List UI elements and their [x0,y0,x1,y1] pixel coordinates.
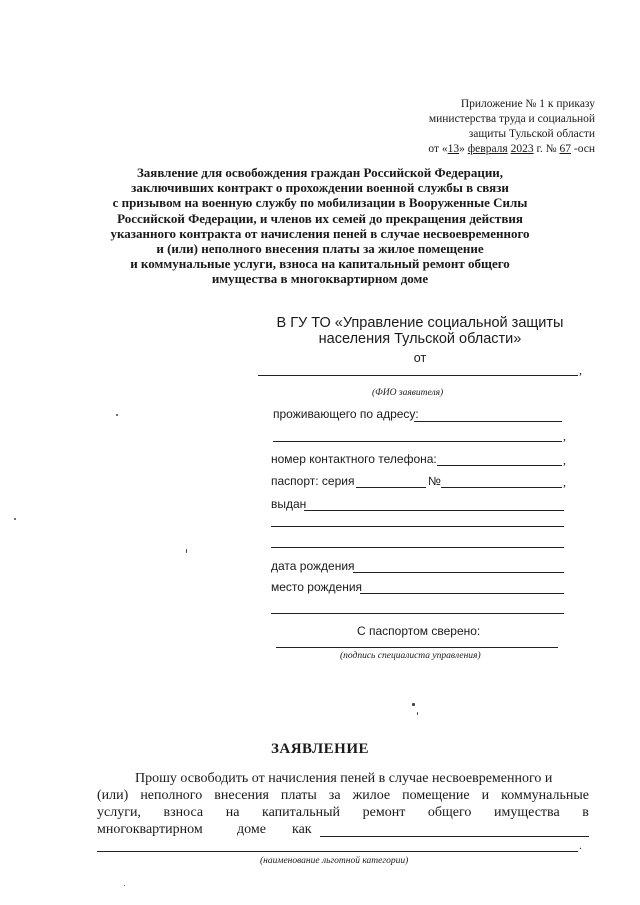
title-line: и (или) неполного внесения платы за жилое помещение [156,241,484,257]
statement-line-4-word-3: как [292,822,312,837]
date-mid: » [459,143,468,155]
statement-line-4-word-1: многоквартирном [97,822,203,837]
comma: , [563,475,566,489]
birth-place-field-2[interactable] [271,613,564,614]
word: ремонт [362,805,406,820]
number-suffix: -осн [571,143,595,155]
recipient-line-1: В ГУ ТО «Управление социальной защиты [276,315,564,331]
number-prefix: г. № [533,143,560,155]
issued-field-3[interactable] [271,547,564,548]
birth-date-field[interactable] [353,572,564,573]
passport-series-field[interactable] [356,487,426,488]
fio-caption: (ФИО заявителя) [372,388,444,398]
scan-speck [417,712,418,715]
comma: , [563,453,566,467]
title-line: и коммунальные услуги, взноса на капитальный ремонт общего [130,256,510,272]
applicant-name-field[interactable] [258,375,578,376]
annex-line-2: министерства труда и социальной [428,113,595,125]
phone-label: номер контактного телефона: [271,452,437,466]
category-field-1[interactable] [320,836,589,837]
scan-speck [14,518,16,520]
birth-place-label: место рождения [271,580,363,594]
scan-speck [124,885,125,886]
scan-speck [412,703,415,706]
title-line: заключивших контракт о прохождении военной службы в связи [131,180,509,196]
passport-number-label: № [428,474,441,488]
category-caption: (наименование льготной категории) [260,856,409,866]
word: имущества [494,805,560,820]
order-month: февраля [467,143,508,155]
recipient-line-2: населения Тульской области» [318,331,522,347]
comma: , [579,363,582,377]
order-day: 13 [447,143,460,155]
recipient-block [250,315,590,347]
annex-order-date [335,142,595,157]
statement-line-3 [97,805,589,821]
word: капитальный [262,805,341,820]
statement-line-1: Прошу освободить от начисления пеней в случае несвоевременного и [135,771,553,786]
passport-series-label: паспорт: серия [271,474,355,488]
birth-date-label: дата рождения [271,559,355,573]
statement-line-2: (или) неполного внесения платы за жилое помещение и коммунальные [97,788,589,803]
from-label: от [413,351,427,365]
document-title [80,165,560,287]
statement-heading: ЗАЯВЛЕНИЕ [270,741,370,757]
order-year: 2023 [510,143,534,155]
birth-place-field[interactable] [360,593,564,594]
issued-field-2[interactable] [271,526,564,527]
address-label: проживающего по адресу: [273,407,419,421]
passport-verified-label: С паспортом сверено: [357,624,481,638]
annex-line-3: защиты Тульской области [468,128,595,140]
order-number: 67 [559,143,571,155]
annex-block [335,97,595,157]
scan-speck [186,549,187,553]
title-line: указанного контракта от начисления пеней в случае несвоевременного [110,225,530,241]
word: в [582,805,589,820]
specialist-signature-field[interactable] [276,647,558,648]
title-line: Российской Федерации, и членов их семей до прекращения действия [117,210,523,226]
address-field-2[interactable] [273,441,562,442]
date-prefix: от « [428,143,448,155]
annex-line-1: Приложение № 1 к приказу [460,98,595,110]
period: . [579,838,582,852]
word: взноса [163,805,204,820]
issued-field-1[interactable] [304,510,564,511]
scan-speck [116,414,118,416]
word: общего [427,805,472,820]
comma: , [563,429,566,443]
title-line: имущества в многоквартирном доме [211,271,429,287]
title-line: с призывом на военную службу по мобилизации в Вооруженные Силы [112,195,528,211]
word: на [225,805,240,820]
statement-line-4-word-2: доме [237,822,266,837]
word: услуги, [97,805,141,820]
address-field-1[interactable] [414,421,562,422]
phone-field[interactable] [437,465,562,466]
issued-label: выдан [271,497,307,511]
passport-number-field[interactable] [441,487,562,488]
signature-caption: (подпись специалиста управления) [340,651,481,661]
title-line: Заявление для освобождения граждан Российской Федерации, [136,165,504,180]
category-field-2[interactable] [97,851,578,852]
